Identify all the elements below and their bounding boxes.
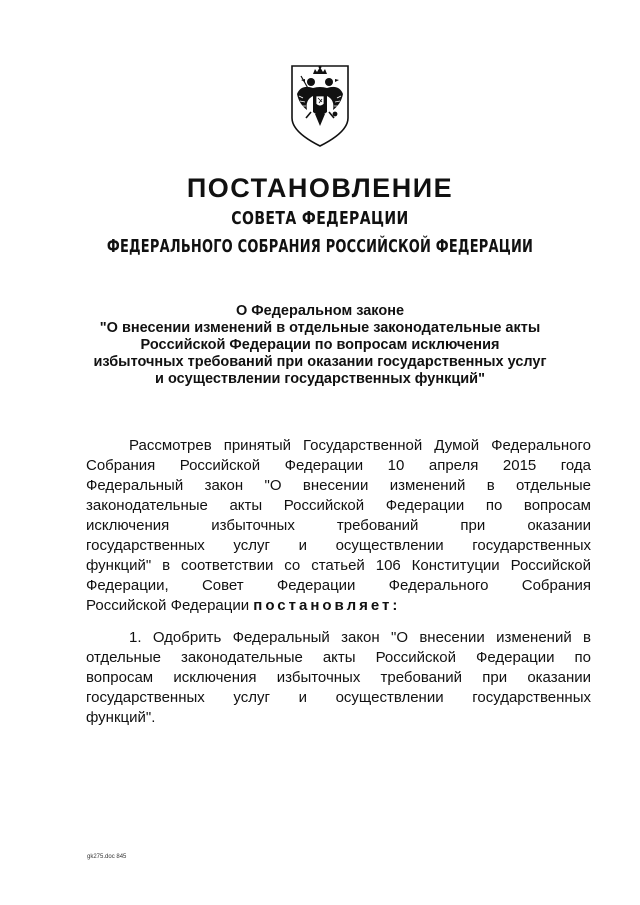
paragraph-item-1 <box>86 628 591 728</box>
text-line <box>86 596 591 616</box>
text-line: функций". <box>86 709 156 726</box>
subject-line: Российской Федерации по вопросам исключения <box>140 337 500 353</box>
issuer-line-2: ФЕДЕРАЛЬНОГО СОБРАНИЯ РОССИЙСКОЙ ФЕДЕРАЦИИ <box>106 236 534 257</box>
text-line: Рассмотрев принятый Государственной Думой Федерального <box>129 437 591 454</box>
document-title: ПОСТАНОВЛЕНИЕ <box>186 173 454 203</box>
subject-line: избыточных требований при оказании государственных услуг <box>93 354 547 370</box>
resolution-subject <box>70 303 570 388</box>
text-line: законодательные акты Российской Федерации по вопросам <box>86 497 591 514</box>
text-line: Федеральный закон "О внесении изменений в отдельные <box>86 477 591 494</box>
text-line: Федерации, Совет Федерации Федерального Собрания <box>86 577 591 594</box>
text-line-prefix: Российской Федерации <box>86 597 254 614</box>
subject-line: "О внесении изменений в отдельные законодательные акты <box>99 320 541 336</box>
text-line: Собрания Российской Федерации 10 апреля 2015 года <box>86 457 591 474</box>
text-line: исключения избыточных требований при оказании <box>86 517 591 534</box>
file-reference: gk275.doc 845 <box>87 854 127 860</box>
subject-line: и осуществлении государственных функций" <box>155 371 485 387</box>
paragraph-preamble <box>86 436 591 616</box>
text-line: отдельные законодательные акты Российской Федерации по <box>86 649 591 666</box>
coat-of-arms-icon <box>289 60 351 150</box>
text-line: функций" в соответствии со статьей 106 Конституции Российской <box>86 557 591 574</box>
issuer-line-1: СОВЕТА ФЕДЕРАЦИИ <box>231 208 409 229</box>
text-line: вопросам исключения избыточных требований при оказании <box>86 669 591 686</box>
text-line: государственных услуг и осуществлении государственных <box>86 689 591 706</box>
text-line: государственных услуг и осуществлении государственных <box>86 537 591 554</box>
resolves-keyword: постановляет: <box>253 597 401 614</box>
subject-line: О Федеральном законе <box>235 303 405 319</box>
text-line: 1. Одобрить Федеральный закон "О внесении изменений в <box>129 629 591 646</box>
